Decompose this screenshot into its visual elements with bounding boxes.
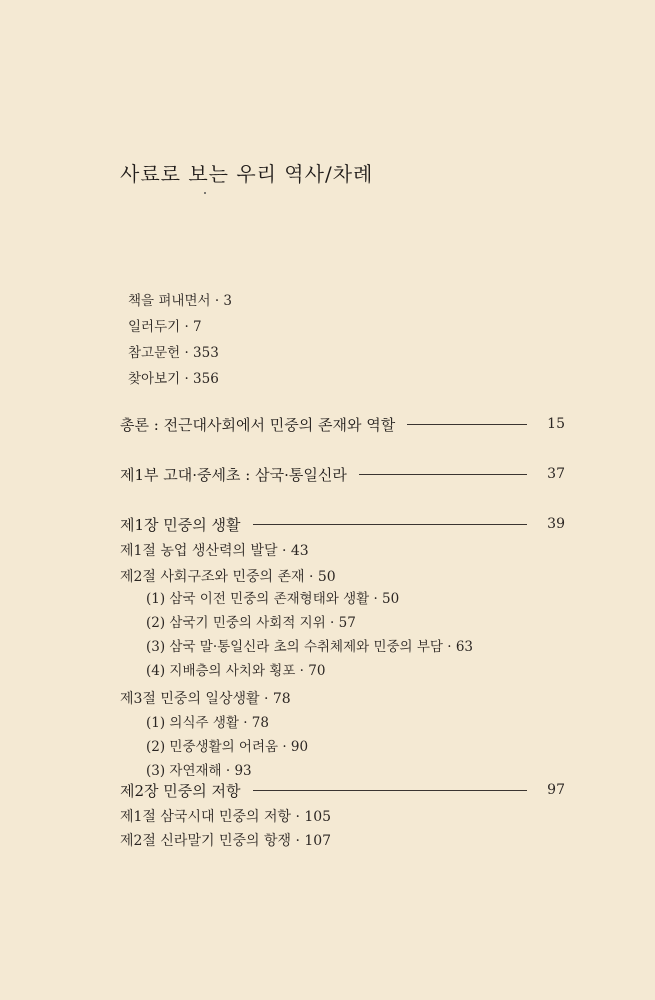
toc-entry-intro [120, 412, 565, 436]
toc-subsection: (2) 민중생활의 어려움 · 90 [146, 739, 309, 755]
toc-subsection: (3) 삼국 말·통일신라 초의 수취체제와 민중의 부담 · 63 [146, 639, 473, 655]
toc-subsection: (1) 삼국 이전 민중의 존재형태와 생활 · 50 [146, 591, 400, 607]
toc-subsection: (2) 삼국기 민중의 사회적 지위 · 57 [146, 615, 356, 631]
toc-page-number: 97 [547, 782, 565, 798]
leader-line [253, 524, 527, 525]
toc-section: 제2절 사회구조와 민중의 존재 · 50 [120, 569, 336, 585]
toc-entry-chapter2 [120, 778, 565, 802]
toc-section: 제2절 신라말기 민중의 항쟁 · 107 [120, 833, 332, 849]
toc-subsection: (1) 의식주 생활 · 78 [146, 715, 269, 731]
toc-section: 제1절 농업 생산력의 발달 · 43 [120, 543, 309, 559]
toc-subsection: (4) 지배층의 사치와 횡포 · 70 [146, 663, 326, 679]
page-title: 사료로 보는 우리 역사/차례 [120, 162, 374, 186]
toc-section: 제1절 삼국시대 민중의 저항 · 105 [120, 809, 332, 825]
toc-entry-label: 총론 : 전근대사회에서 민중의 존재와 역할 [120, 415, 396, 434]
front-matter-item-references: 참고문헌 · 353 [128, 345, 219, 361]
toc-entry-part1 [120, 462, 565, 486]
leader-line [253, 790, 527, 791]
front-matter-item-index: 찾아보기 · 356 [128, 371, 219, 387]
leader-line [359, 474, 527, 475]
toc-page-number: 37 [547, 466, 565, 482]
toc-subsection: (3) 자연재해 · 93 [146, 763, 252, 779]
toc-entry-label: 제2장 민중의 저항 [120, 781, 241, 800]
toc-page-number: 15 [547, 416, 565, 432]
front-matter-item-notes: 일러두기 · 7 [128, 319, 202, 335]
toc-entry-label: 제1부 고대·중세초 : 삼국·통일신라 [120, 465, 347, 484]
toc-entry-label: 제1장 민중의 생활 [120, 515, 241, 534]
toc-entry-chapter1 [120, 512, 565, 536]
front-matter-item-preface: 책을 펴내면서 · 3 [128, 293, 232, 309]
toc-section: 제3절 민중의 일상생활 · 78 [120, 691, 291, 707]
leader-line [407, 424, 527, 425]
decorative-dot [204, 192, 206, 194]
toc-page-number: 39 [547, 516, 565, 532]
front-matter-list [128, 288, 428, 392]
